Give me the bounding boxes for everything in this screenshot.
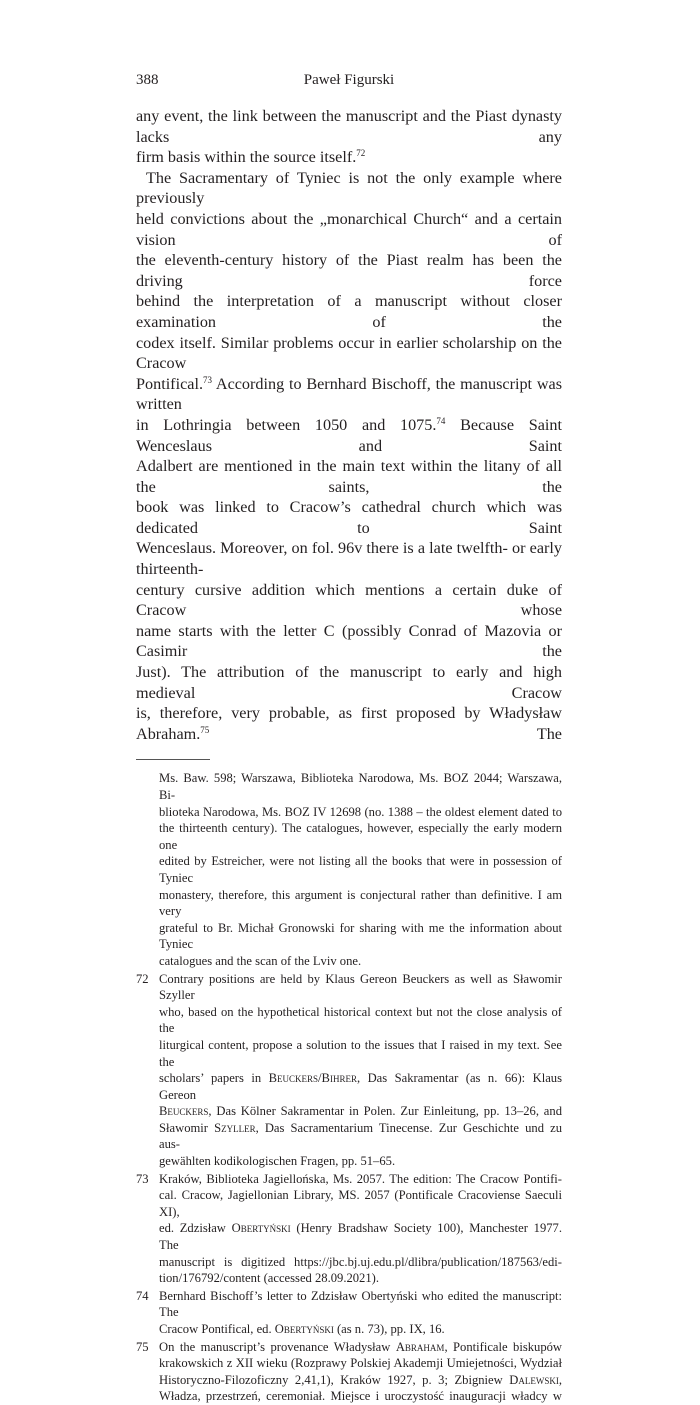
page-number: 388 [136, 72, 159, 88]
author-name-small-caps: Dalewski [509, 1372, 559, 1387]
footnote-line: Władza, przestrzeń, ceremoniał. Miejsce i uroczystość inauguracji władcy w [159, 1389, 562, 1404]
footnote-line: grateful to Br. Michał Gronowski for sharing with me the information about Tyniec [159, 920, 562, 952]
body-line: codex itself. Similar problems occur in earlier scholarship on the Cracow [136, 333, 562, 373]
footnote-text [159, 1171, 562, 1287]
footnote-number: 74 [136, 1288, 149, 1303]
footnote-line: krakowskich z XII wieku (Rozprawy Polskiej Akademji Umiejetności, Wydział [159, 1356, 562, 1371]
page [136, 70, 562, 1405]
footnote-text [159, 971, 562, 1170]
footnote-number: 72 [136, 971, 149, 986]
footnote-ref[interactable]: 72 [356, 148, 366, 159]
footnote-number: 73 [136, 1171, 149, 1186]
footnote-line: Ms. Baw. 598; Warszawa, Biblioteka Narodowa, Ms. BOZ 2044; Warszawa, Bi- [159, 771, 562, 802]
footnote-line: tion/176792/content (accessed 28.09.2021). [159, 1271, 379, 1286]
paragraph [136, 168, 562, 745]
footnote-line: blioteka Narodowa, Ms. BOZ IV 12698 (no. 1388 – the oldest element dated to [159, 804, 562, 819]
footnote-ref[interactable]: 73 [203, 374, 212, 385]
body-line: book was linked to Cracow’s cathedral church which was dedicated to Saint [136, 498, 562, 537]
author-name-small-caps: Obertyński [274, 1322, 334, 1336]
footnote [136, 1339, 562, 1405]
footnote-line: gewählten kodikologischen Fragen, pp. 51–65. [159, 1154, 396, 1169]
footnote-text [159, 1288, 562, 1338]
footnote-number: 75 [136, 1339, 149, 1354]
body-line: the eleventh-century history of the Piast realm has been the driving force [136, 251, 562, 290]
body-line: The Sacramentary of Tyniec is not the only example where previously [136, 168, 562, 208]
author-name-small-caps: Abraham [395, 1339, 445, 1354]
footnote-line: On the manuscript’s provenance Władysław Abraham, Pontificale biskupów [159, 1339, 563, 1354]
author-name-small-caps: Obertyński [231, 1221, 291, 1236]
footnote-line: manuscript is digitized https://jbc.bj.uj.edu.pl/dlibra/publication/187563/edi- [159, 1254, 562, 1269]
footnote-line: Bernhard Bischoff’s letter to Zdzisław Obertyński who edited the manuscript: The [159, 1288, 562, 1320]
footnote-line: Cracow Pontifical, ed. Obertyński (as n. 73), pp. IX, 16. [159, 1322, 445, 1336]
footnote-line: Kraków, Biblioteka Jagiellońska, Ms. 2057. The edition: The Cracow Pontifi- [159, 1171, 562, 1186]
footnote-line: cal. Cracow, Jagiellonian Library, MS. 2057 (Pontificale Cracoviense Saeculi XI), [159, 1188, 562, 1219]
running-title: Paweł Figurski [303, 72, 395, 88]
footnote-line: who, based on the hypothetical historical context but not the close analysis of the [159, 1004, 562, 1036]
body-text [136, 106, 562, 744]
footnote [136, 770, 562, 969]
body-line: Pontifical.$^{73}$ According to Bernhard Bischoff, the manuscript was written [136, 374, 562, 414]
paragraph [136, 106, 562, 168]
body-line: is, therefore, very probable, as first proposed by Władysław Abraham.$^{75}$ The [136, 704, 562, 743]
footnote-line: Historyczno-Filozoficzny 2,41,1), Kraków 1927, p. 3; Zbigniew Dalewski, [159, 1372, 562, 1387]
footnote-line: liturgical content, propose a solution to the issues that I raised in my text. See the [159, 1037, 562, 1069]
body-line: name starts with the letter C (possibly Conrad of Mazovia or Casimir the [136, 621, 562, 661]
footnote-line: catalogues and the scan of the Lviv one. [159, 953, 362, 968]
footnote-text [159, 770, 562, 969]
footnote-line: Contrary positions are held by Klaus Gereon Beuckers as well as Sławomir Szyller [159, 971, 562, 1003]
footnote-ref[interactable]: 75 [200, 724, 210, 735]
footnote [136, 1171, 562, 1287]
body-line: held convictions about the „monarchical Church“ and a certain vision of [136, 209, 562, 249]
body-line: Just). The attribution of the manuscript to early and high medieval Cracow [136, 663, 562, 702]
author-name-small-caps: Beuckers/Bihrer [268, 1071, 357, 1086]
footnote-line: scholars’ papers in Beuckers/Bihrer, Das Sakramentar (as n. 66): Klaus Gereon [159, 1071, 563, 1102]
running-head [136, 70, 562, 90]
body-line: in Lothringia between 1050 and 1075.74 Because Saint Wenceslaus and Saint [136, 415, 562, 455]
footnote [136, 971, 562, 1170]
footnote [136, 1288, 562, 1338]
author-name-small-caps: Szyller [214, 1120, 256, 1135]
footnote-line: Beuckers, Das Kölner Sakramentar in Polen. Zur Einleitung, pp. 13–26, and [159, 1104, 562, 1119]
footnote-ref[interactable]: 74 [436, 415, 446, 426]
body-line: Wenceslaus. Moreover, on fol. 96v there is a late twelfth- or early thirteenth- [136, 539, 562, 579]
footnote-line: Sławomir Szyller, Das Sacramentarium Tinecense. Zur Geschichte und zu aus- [159, 1120, 562, 1152]
body-line: behind the interpretation of a manuscript without closer examination of the [136, 292, 562, 331]
body-line: century cursive addition which mentions a certain duke of Cracow whose [136, 580, 562, 620]
body-line: any event, the link between the manuscript and the Piast dynasty lacks any [136, 107, 562, 146]
footnote-line: the thirteenth century). The catalogues, however, especially the early modern one [159, 821, 562, 852]
footnote-line: edited by Estreicher, were not listing all the books that were in possession of Tyniec [159, 854, 562, 885]
footnotes [136, 770, 562, 1405]
footnote-separator-rule [136, 759, 210, 760]
author-name-small-caps: Beuckers [159, 1104, 209, 1119]
body-line: Adalbert are mentioned in the main text within the litany of all the saints, the [136, 457, 562, 496]
footnote-line: ed. Zdzisław Obertyński (Henry Bradshaw Society 100), Manchester 1977. The [159, 1221, 562, 1253]
footnote-text [159, 1339, 562, 1405]
body-line: firm basis within the source itself.$^{72}$ [136, 148, 366, 167]
footnote-line: monastery, therefore, this argument is conjectural rather than definitive. I am very [159, 887, 562, 919]
